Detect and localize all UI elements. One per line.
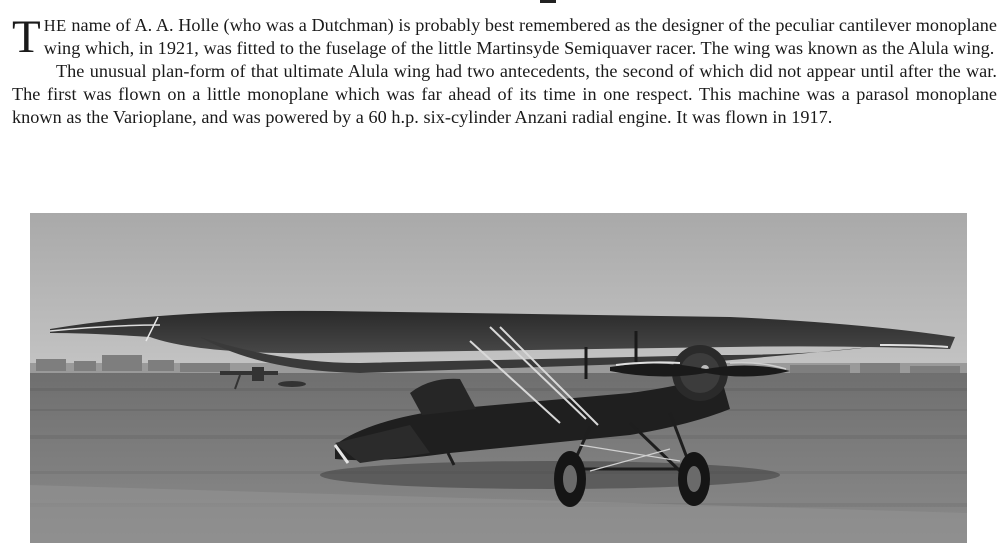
first-word: HE <box>43 16 67 35</box>
paragraph-1-text: name of A. A. Holle (who was a Dutchman) is probably best remembered as the designer of the peculiar cantilever monoplane wing which, in 1921, was fitted to the fuselage of the little Martinsyde Semiquaver racer. The wing was known as the Alula wing. <box>43 15 997 58</box>
page-edge-mark <box>540 0 556 3</box>
aircraft-photo <box>30 213 967 543</box>
drop-cap: T <box>12 11 41 63</box>
article-text <box>12 11 997 129</box>
paragraph-1 <box>12 11 997 63</box>
paragraph-2: The unusual plan-form of that ultimate Alula wing had two antecedents, the second of which did not appear until after the war. The first was flown on a little monoplane which was far ahead of its time in one respect. This machine was a parasol monoplane known as the Varioplane, and was powered by a 60 h.p. six-cylinder Anzani radial engine. It was flown in 1917. <box>12 61 997 127</box>
